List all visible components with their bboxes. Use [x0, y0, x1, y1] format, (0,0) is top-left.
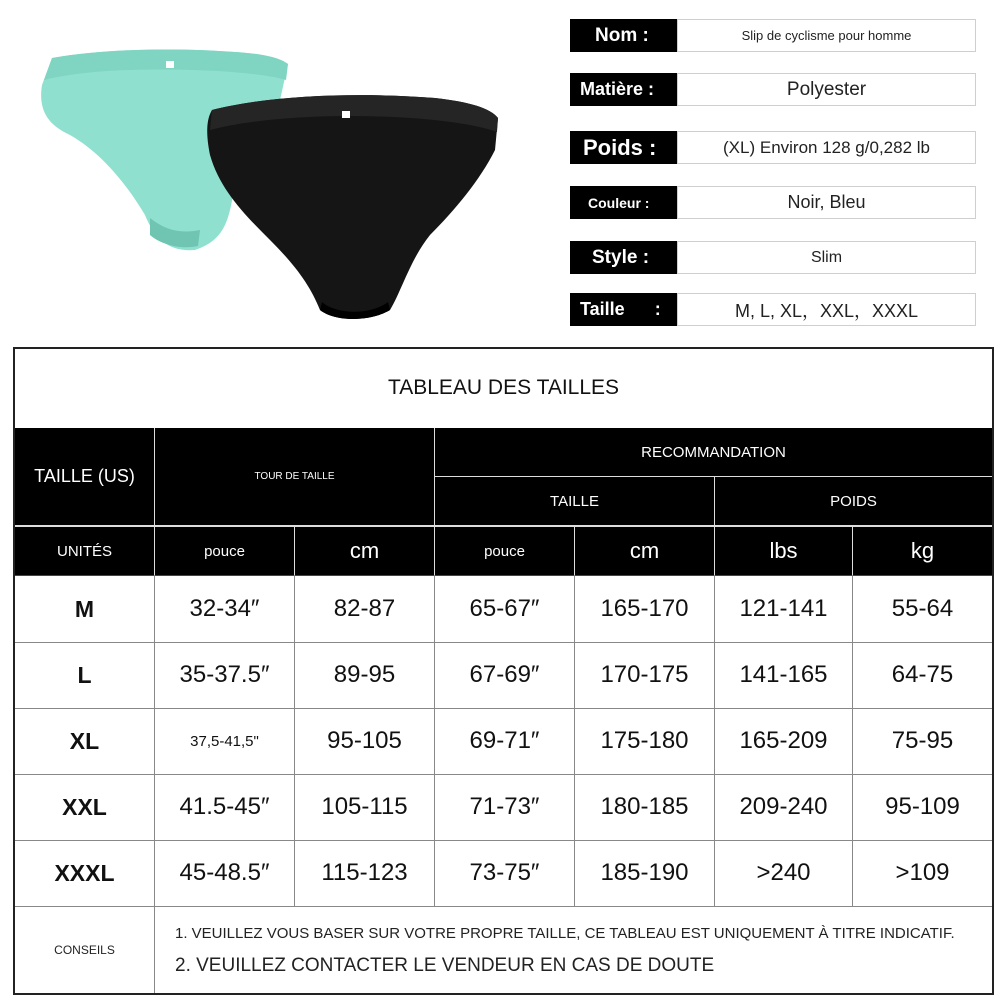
- table-cell: 209-240: [739, 793, 828, 820]
- recommendation-header: RECOMMANDATION: [435, 428, 992, 476]
- table-cell: >240: [756, 859, 811, 886]
- table-cell: 45-48.5″: [179, 859, 270, 886]
- cycling-briefs-image: [30, 40, 510, 330]
- size-table: [13, 347, 994, 995]
- table-cell: 69-71″: [469, 727, 540, 754]
- size-label-xxxl: XXXL: [54, 859, 115, 886]
- table-title: TABLEAU DES TAILLES: [387, 376, 620, 399]
- spec-label-color: Couleur :: [570, 186, 677, 219]
- unit-lbs: lbs: [715, 527, 852, 575]
- spec-row-color: [570, 186, 976, 219]
- table-cell: 82-87: [333, 595, 396, 622]
- table-cell: 95-105: [327, 727, 402, 754]
- table-cell: 141-165: [739, 661, 828, 688]
- spec-label-weight: Poids :: [570, 131, 677, 164]
- table-cell: 180-185: [600, 793, 689, 820]
- table-cell: 37,5-41,5": [190, 732, 259, 750]
- product-images: [30, 40, 510, 330]
- size-label-xxl: XXL: [62, 793, 107, 820]
- spec-value-weight: (XL) Environ 128 g/0,282 lb: [677, 131, 976, 164]
- grid-line: [434, 575, 435, 906]
- table-cell: 115-123: [321, 859, 408, 886]
- header-divider: [294, 527, 295, 575]
- unit-waist-cm: cm: [295, 527, 434, 575]
- table-cell: 71-73″: [469, 793, 540, 820]
- advice-label: CONSEILS: [54, 943, 115, 957]
- spec-value-name: Slip de cyclisme pour homme: [677, 19, 976, 52]
- spec-label-material: Matière :: [570, 73, 677, 106]
- spec-value-size: M, L, XL，XXL，XXXL: [677, 293, 976, 326]
- header-divider: [852, 527, 853, 575]
- advice-line-2: 2. VEUILLEZ CONTACTER LE VENDEUR EN CAS DE DOUTE: [175, 955, 715, 976]
- grid-line: [574, 575, 575, 906]
- table-cell: 165-170: [600, 595, 689, 622]
- size-label-l: L: [77, 661, 92, 688]
- table-cell: 170-175: [600, 661, 689, 688]
- spec-row-material: [570, 73, 976, 106]
- spec-value-color: Noir, Bleu: [677, 186, 976, 219]
- table-cell: 89-95: [333, 661, 396, 688]
- header-divider: [154, 428, 155, 575]
- table-cell: 165-209: [739, 727, 828, 754]
- grid-line: [294, 575, 295, 906]
- grid-line: [154, 575, 155, 993]
- weight-header: POIDS: [715, 477, 992, 525]
- grid-line: [852, 575, 853, 906]
- spec-row-name: [570, 19, 976, 52]
- spec-label-style: Style :: [570, 241, 677, 274]
- table-cell: 73-75″: [469, 859, 540, 886]
- advice-line-1: 1. VEUILLEZ VOUS BASER SUR VOTRE PROPRE TAILLE, CE TABLEAU EST UNIQUEMENT À TITRE INDICATIF.: [175, 925, 955, 942]
- table-cell: 55-64: [891, 595, 954, 622]
- table-cell: 75-95: [891, 727, 954, 754]
- table-cell: 65-67″: [469, 595, 540, 622]
- size-us-header: TAILLE (US): [15, 428, 154, 525]
- spec-label-size: Taille :: [570, 293, 677, 326]
- grid-line: [15, 774, 992, 775]
- header-divider: [434, 428, 435, 575]
- spec-row-size: [570, 293, 976, 326]
- units-label: UNITÉS: [15, 527, 154, 575]
- table-cell: 175-180: [600, 727, 689, 754]
- spec-value-style: Slim: [677, 241, 976, 274]
- table-cell: >109: [895, 859, 950, 886]
- table-cell: 95-109: [885, 793, 960, 820]
- black-brief: [207, 95, 498, 319]
- unit-height-inch: pouce: [435, 527, 574, 575]
- unit-kg: kg: [853, 527, 992, 575]
- spec-row-weight: [570, 131, 976, 164]
- waist-header: TOUR DE TAILLE: [155, 428, 434, 525]
- table-cell: 64-75: [891, 661, 954, 688]
- grid-line: [15, 840, 992, 841]
- table-cell: 32-34″: [189, 595, 260, 622]
- table-cell: 35-37.5″: [179, 661, 270, 688]
- unit-height-cm: cm: [575, 527, 714, 575]
- grid-line: [15, 642, 992, 643]
- size-label-xl: XL: [69, 727, 100, 754]
- grid-line: [714, 575, 715, 906]
- height-header: TAILLE: [435, 477, 714, 525]
- header-divider: [574, 527, 575, 575]
- unit-waist-inch: pouce: [155, 527, 294, 575]
- header-divider: [15, 525, 992, 527]
- grid-line: [15, 906, 992, 907]
- table-cell: 67-69″: [469, 661, 540, 688]
- spec-row-style: [570, 241, 976, 274]
- grid-line: [15, 575, 992, 576]
- table-cell: 41.5-45″: [179, 793, 270, 820]
- spec-label-name: Nom :: [570, 19, 677, 52]
- spec-value-material: Polyester: [677, 73, 976, 106]
- table-cell: 121-141: [739, 595, 828, 622]
- grid-line: [15, 708, 992, 709]
- size-label-m: M: [74, 595, 95, 622]
- table-cell: 105-115: [321, 793, 408, 820]
- table-cell: 185-190: [600, 859, 689, 886]
